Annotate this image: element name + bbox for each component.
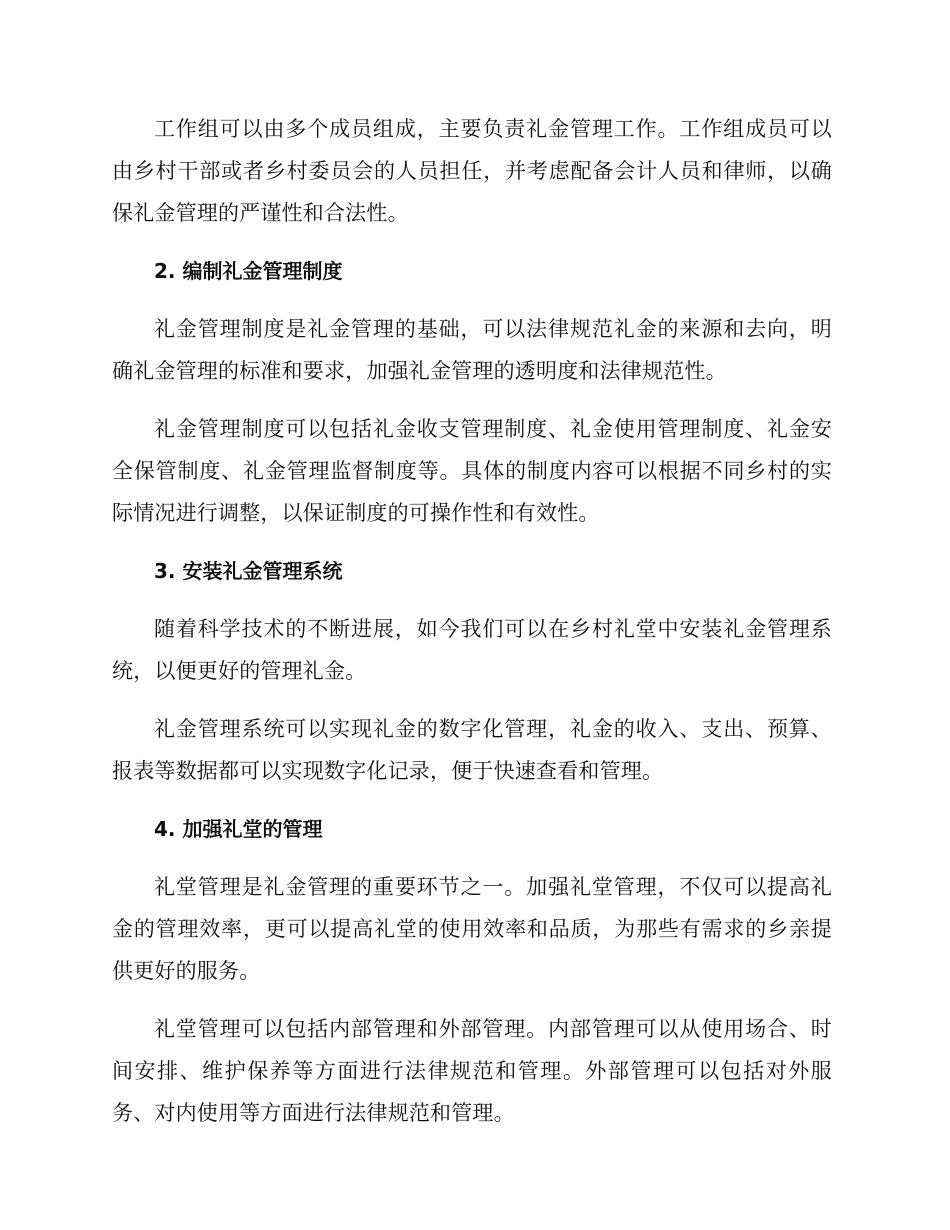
heading-install-system: 3. 安装礼金管理系统 xyxy=(154,559,343,583)
heading-hall-management: 4. 加强礼堂的管理 xyxy=(154,817,323,841)
document-page xyxy=(112,108,832,1134)
heading-compile-system: 2. 编制礼金管理制度 xyxy=(154,259,343,283)
spacer xyxy=(112,992,832,1008)
paragraph-hall-importance: 礼堂管理是礼金管理的重要环节之一。加强礼堂管理，不仅可以提高礼金的管理效率，更可以提高礼堂的使用效率和品质，为那些有需求的乡亲提供更好的服务。 xyxy=(112,875,832,983)
spacer xyxy=(112,292,832,308)
paragraph-digital-management: 礼金管理系统可以实现礼金的数字化管理，礼金的收入、支出、预算、报表等数据都可以实现数字化记录，便于快速查看和管理。 xyxy=(112,717,832,783)
spacer xyxy=(112,534,832,550)
spacer xyxy=(112,234,832,250)
spacer xyxy=(112,792,832,808)
paragraph-workgroup: 工作组可以由多个成员组成，主要负责礼金管理工作。工作组成员可以由乡村干部或者乡村委员会的人员担任，并考虑配备会计人员和律师，以确保礼金管理的严谨性和合法性。 xyxy=(112,117,832,225)
paragraph-system-basis: 礼金管理制度是礼金管理的基础，可以法律规范礼金的来源和去向，明确礼金管理的标准和要求，加强礼金管理的透明度和法律规范性。 xyxy=(112,317,832,383)
paragraph-technology: 随着科学技术的不断进展，如今我们可以在乡村礼堂中安装礼金管理系统，以便更好的管理礼金。 xyxy=(112,617,832,683)
spacer xyxy=(112,692,832,708)
paragraph-system-contents: 礼金管理制度可以包括礼金收支管理制度、礼金使用管理制度、礼金安全保管制度、礼金管理监督制度等。具体的制度内容可以根据不同乡村的实际情况进行调整，以保证制度的可操作性和有效性。 xyxy=(112,417,832,525)
spacer xyxy=(112,392,832,408)
paragraph-hall-internal-external: 礼堂管理可以包括内部管理和外部管理。内部管理可以从使用场合、时间安排、维护保养等方面进行法律规范和管理。外部管理可以包括对外服务、对内使用等方面进行法律规范和管理。 xyxy=(112,1017,832,1125)
spacer xyxy=(112,850,832,866)
spacer xyxy=(112,592,832,608)
